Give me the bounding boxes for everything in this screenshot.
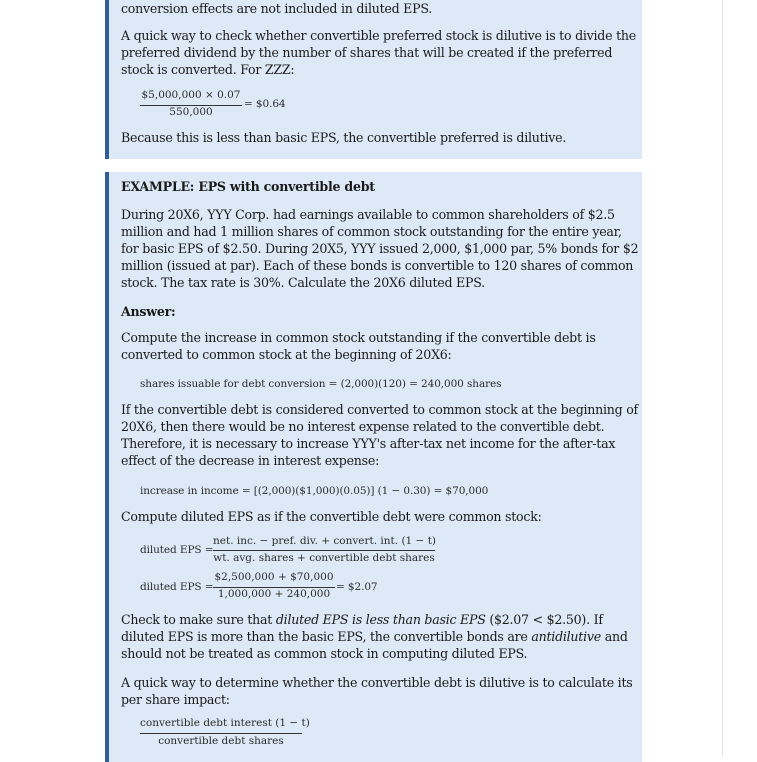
paragraph-compute-diluted: Compute diluted EPS as if the convertible debt were common stock: <box>121 509 542 524</box>
emphasis-text: diluted EPS is less than basic EPS <box>275 612 486 627</box>
eq1-denominator: wt. avg. shares + convertible debt shares <box>213 552 435 564</box>
callout-box-preferred <box>105 0 642 159</box>
text-run: Check to make sure that <box>121 612 276 627</box>
eq2-result: = $2.07 <box>336 581 378 593</box>
cut-off-line: conversion effects are not included in diluted EPS. <box>121 1 433 16</box>
formula-result: = $0.64 <box>244 98 286 110</box>
eq2-label: diluted EPS = <box>140 581 214 593</box>
eq2-denominator: 1,000,000 + 240,000 <box>217 588 331 600</box>
eq1-numerator: net. inc. − pref. div. + convert. int. (1 − t) <box>213 535 437 547</box>
page-edge-divider <box>722 0 723 757</box>
emphasis-text: antidilutive <box>531 629 601 644</box>
paragraph-scenario: During 20X6, YYY Corp. had earnings available to common shareholders of $2.5 million and had 1 million shares of common stock outstanding for the entire year, for basic EPS of $2.50. During 20X5, YYY issued 2,000, $1,000 par, 5% bonds for $2 million (issued at par). Each of these bonds is convertible to 120 shares of common stock. The tax rate is 30%. Calculate the 20X6 diluted EPS. <box>121 207 639 290</box>
math-increase-income: increase in income = [(2,000)($1,000)(0.05)] (1 − 0.30) = $70,000 <box>140 485 489 497</box>
eq3-numerator: convertible debt interest (1 − t) <box>140 717 310 729</box>
fraction-bar <box>213 550 435 551</box>
formula-denominator: 550,000 <box>169 106 213 118</box>
paragraph-interest-effect: If the convertible debt is considered converted to common stock at the beginning of 20X6, then there would be no interest expense related to the convertible debt. Therefore, it is necessary to increase YYY's after-tax net income for the after-tax effect of the decrease in interest expense: <box>121 402 638 468</box>
paragraph-compute-increase: Compute the increase in common stock outstanding if the convertible debt is converted to common stock at the beginning of 20X6: <box>121 330 596 362</box>
fraction-bar <box>140 733 302 734</box>
paragraph-dilutive-conclusion: Because this is less than basic EPS, the convertible preferred is dilutive. <box>121 130 567 145</box>
paragraph-per-share-impact: A quick way to determine whether the convertible debt is dilutive is to calculate its per share impact: <box>121 675 633 707</box>
paragraph-quick-check: A quick way to check whether convertible preferred stock is dilutive is to divide the preferred dividend by the number of shares that will be created if the preferred stock is converted. For ZZZ: <box>121 28 636 77</box>
formula-numerator: $5,000,000 × 0.07 <box>141 89 241 101</box>
eq1-label: diluted EPS = <box>140 544 214 556</box>
text-run: ($2.07 < $2.50). If diluted EPS is more than the basic EPS, the convertible bonds are <box>121 612 603 644</box>
text-run: and should not be treated as common stock in computing diluted EPS. <box>121 629 628 661</box>
example-box-convertible-debt <box>105 172 642 762</box>
example-title: EXAMPLE: EPS with convertible debt <box>121 179 375 194</box>
math-shares-issuable: shares issuable for debt conversion = (2,000)(120) = 240,000 shares <box>140 378 502 390</box>
eq2-numerator: $2,500,000 + $70,000 <box>214 571 334 583</box>
paragraph-check-antidilutive <box>121 611 641 662</box>
answer-label: Answer: <box>121 304 176 319</box>
eq3-denominator: convertible debt shares <box>158 735 284 747</box>
